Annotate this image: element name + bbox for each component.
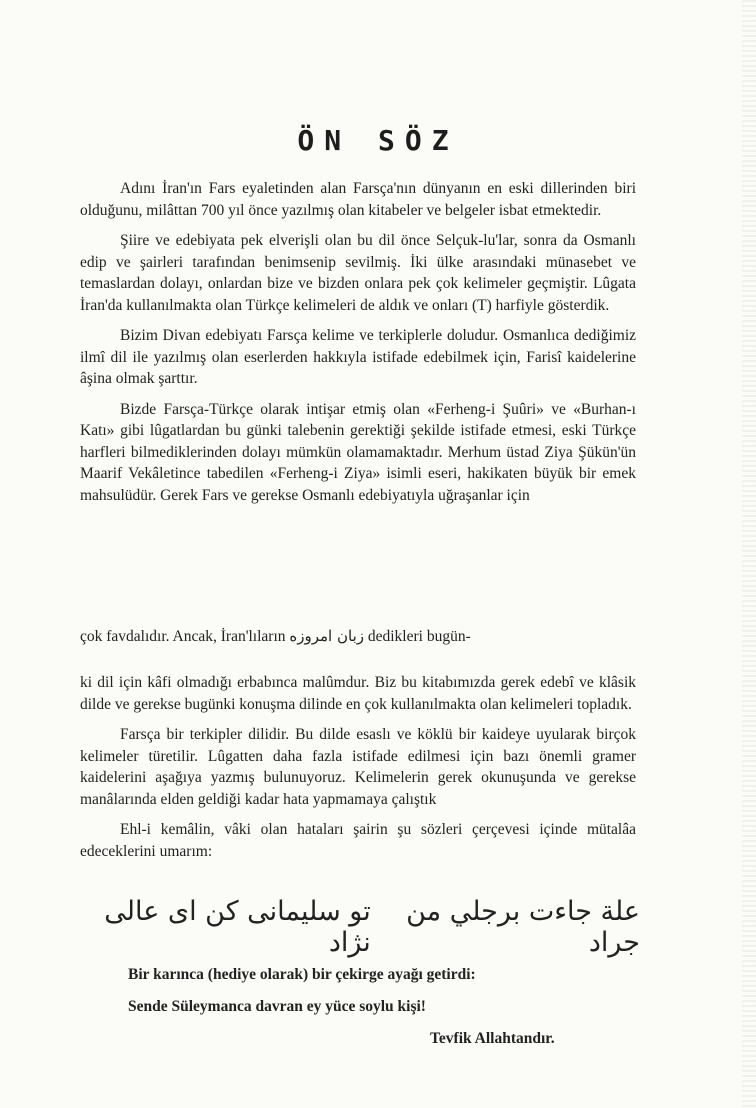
paragraph-origin: Adını İran'ın Fars eyaletinden alan Farsça'nın dünyanın en eski dillerinden biri olduğunu, milâttan 700 yıl önce yazılmış olan kitabeler ve belgeler isbat etmektedir. xyxy=(80,180,636,219)
scan-edge-texture xyxy=(742,0,756,1108)
verse-right-half: علة جاءت برجلي من جراد xyxy=(406,896,640,958)
paragraph-history: Şiire ve edebiyata pek elverişli olan bu dil önce Selçuk-lu'lar, sonra da Osmanlı edip ve şairleri tarafından benimsenip sevilmiş. İki ülke arasındaki münasebet ve temaslardan dolayı, onlardan bize ve bizden onlara pek çok kelimeler geçmiştir. Lûgata İran'da kullanılmakta olan Türkçe kelimeleri de aldık ve onları (T) harfiyle gösterdik. xyxy=(80,232,636,314)
inline-text-after: dedikleri bugün- xyxy=(367,628,471,645)
inline-text-before: çok favdalıdır. Ancak, İran'lıların xyxy=(80,628,286,645)
persian-verse xyxy=(80,896,640,958)
inline-arabic-phrase: زبان امروزه xyxy=(289,627,364,645)
paragraph-modern-language: ki dil için kâfi olmadığı erbabınca malûmdur. Biz bu kitabımızda gerek edebî ve klâsik dilde ve gerekse bugünki konuşma dilinde en çok kullanılmakta olan kelimeleri topladık. xyxy=(80,674,636,713)
paragraph-divan: Bizim Divan edebiyatı Farsça kelime ve terkiplerle doludur. Osmanlıca dediğimiz ilmî dil ile yazılmış olan eserlerden hakkıyla istifade edebilmek için, Farisî kaidelerine âşina olmak şarttır. xyxy=(80,327,636,387)
translation-line-1: Bir karınca (hediye olarak) bir çekirge ayağı getirdi: xyxy=(128,966,476,983)
page-title: ÖN SÖZ xyxy=(297,124,459,157)
signature: Tevfik Allahtandır. xyxy=(430,1030,555,1047)
verse-left-half: تو سليمانى كن اى عالى نژاد xyxy=(104,896,371,958)
translation-line-2: Sende Süleymanca davran ey yüce soylu kişi! xyxy=(128,998,426,1015)
body-text-bottom xyxy=(80,672,636,871)
paragraph-grammar: Farsça bir terkipler dilidir. Bu dilde esaslı ve köklü bir kaideye uyularak birçok kelimeler türetilir. Lûgatten daha fazla istifade edilmesi için bazı önemli gramer kaidelerini aşağıya yazmış bulunuyoruz. Kelimelerin gerek okunuşunda ve gerekse manâlarında elden geldiği kadar hata yapmamaya çalıştık xyxy=(80,726,636,808)
body-text-top xyxy=(80,178,636,506)
paragraph-dictionaries: Bizde Farsça-Türkçe olarak intişar etmiş olan «Ferheng-i Şuûri» ve «Burhan-ı Katı» gibi lûgatlardan bu günki talebenin gerektiği şekilde istifade etmesi, eski Türkçe harfleri bilmediklerinden dolayı mümkün olamamaktadır. Merhum üstad Ziya Şükün'ün Maarif Vekâletince tabedilen «Ferheng-i Ziya» isimli eseri, hakikaten büyük bir emek mahsulüdür. Gerek Fars ve gerekse Osmanlı edebiyatıyla uğraşanlar için xyxy=(80,400,636,504)
paragraph-closing: Ehl-i kemâlin, vâki olan hataları şairin şu sözleri çerçevesi içinde mütalâa edeceklerini umarım: xyxy=(80,821,636,860)
inline-arabic-line xyxy=(80,626,636,648)
